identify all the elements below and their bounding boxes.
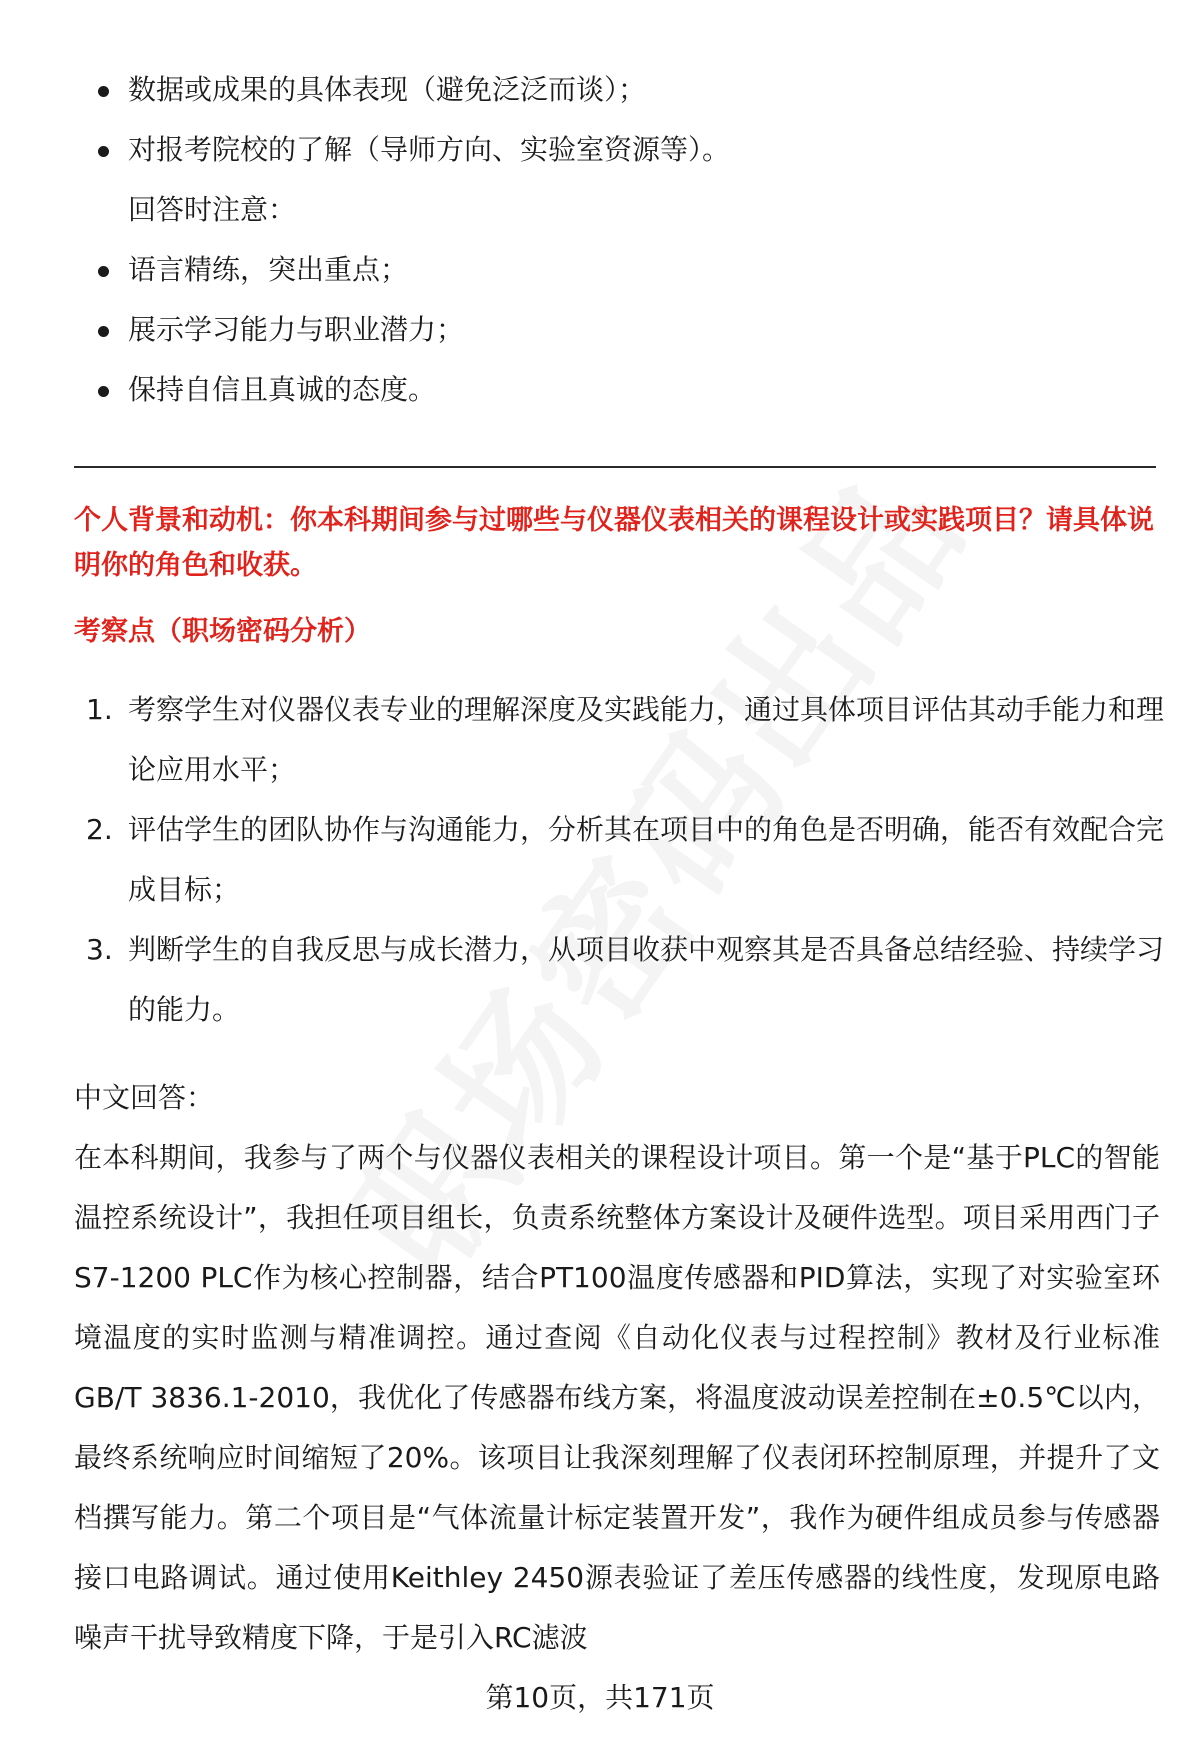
- list-item-text: 展示学习能力与职业潜力；: [128, 313, 465, 346]
- item-text: 评估学生的团队协作与沟通能力，分析其在项目中的角色是否明确，能否有效配合完成目标；: [128, 813, 1165, 906]
- assessment-points: [86, 680, 1166, 1040]
- bullet-icon: [98, 266, 109, 277]
- list-item-text: 语言精练，突出重点；: [128, 253, 409, 286]
- answer-label: 中文回答：: [74, 1081, 215, 1114]
- item-number: 1.: [86, 693, 113, 726]
- list-item: [96, 360, 1146, 420]
- item-text: 判断学生的自我反思与成长潜力，从项目收获中观察其是否具备总结经验、持续学习的能力。: [128, 933, 1165, 1026]
- question-title: 个人背景和动机：你本科期间参与过哪些与仪器仪表相关的课程设计或实践项目？请具体说明你的角色和收获。: [74, 505, 1154, 581]
- assessment-heading: 考察点（职场密码分析）: [74, 616, 371, 647]
- notes-list: [96, 60, 1146, 420]
- list-item: [96, 240, 1146, 300]
- answer-notes-label: 回答时注意：: [128, 193, 297, 226]
- item-text: 考察学生对仪器仪表专业的理解深度及实践能力，通过具体项目评估其动手能力和理论应用水平；: [128, 693, 1165, 786]
- list-item-text: 对报考院校的了解（导师方向、实验室资源等）。: [128, 133, 731, 166]
- section-divider: [74, 466, 1156, 468]
- list-item: [96, 60, 1146, 120]
- numbered-item: [86, 920, 1166, 1040]
- list-item: [96, 120, 1146, 180]
- list-item: [96, 300, 1146, 360]
- list-item-text: 保持自信且真诚的态度。: [128, 373, 437, 406]
- item-number: 2.: [86, 813, 113, 846]
- numbered-item: [86, 800, 1166, 920]
- numbered-item: [86, 680, 1166, 800]
- answer-body: 在本科期间，我参与了两个与仪器仪表相关的课程设计项目。第一个是“基于PLC的智能温控系统设计”，我担任项目组长，负责系统整体方案设计及硬件选型。项目采用西门子S7-1200 PLC作为核心控制器，结合PT100温度传感器和PID算法，实现了对实验室环境温度的实时监测与精准调控。通过查阅《自动化仪表与过程控制》教材及行业标准GB/T 3836.1-2010，我优化了传感器布线方案，将温度波动误差控制在±0.5℃以内，最终系统响应时间缩短了20%。该项目让我深刻理解了仪表闭环控制原理，并提升了文档撰写能力。第二个项目是“气体流量计标定装置开发”，我作为硬件组成员参与传感器接口电路调试。通过使用Keithley 2450源表验证了差压传感器的线性度，发现原电路噪声干扰导致精度下降，于是引入RC滤波: [74, 1141, 1160, 1654]
- page-footer: 第10页，共171页: [485, 1681, 715, 1714]
- bullet-icon: [98, 146, 109, 157]
- item-number: 3.: [86, 933, 113, 966]
- list-item-text: 数据或成果的具体表现（避免泛泛而谈）；: [128, 73, 647, 106]
- bullet-icon: [98, 386, 109, 397]
- bullet-icon: [98, 86, 109, 97]
- bullet-icon: [98, 326, 109, 337]
